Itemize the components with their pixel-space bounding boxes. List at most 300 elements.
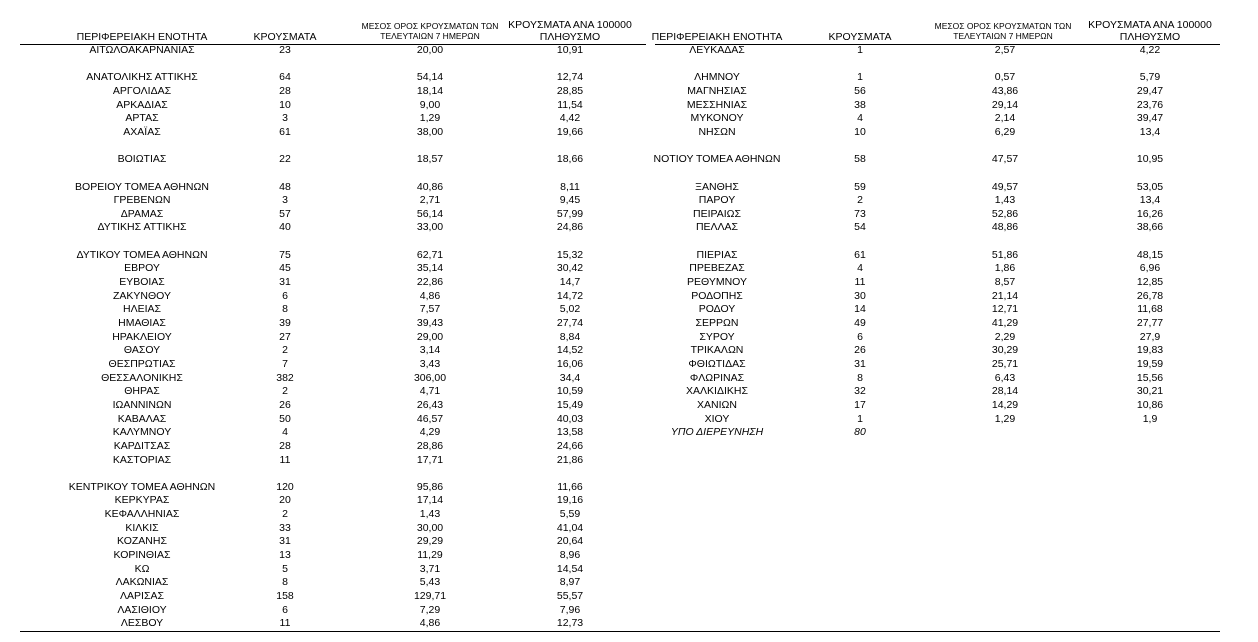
cases-cell: 38 [854,98,866,111]
cases-cell: 57 [279,207,291,220]
table-row [0,126,1258,139]
avg-cell: 29,00 [416,330,444,343]
cases-cell: 31 [854,357,866,370]
per100k-cell: 14,54 [556,562,584,575]
cases-cell: 45 [279,262,291,275]
region-cell: ΚΑΛΥΜΝΟΥ [112,426,172,439]
table-row [0,194,1258,207]
table-row [0,44,1258,57]
cases-cell: 17 [854,398,866,411]
per100k-cell: 13,4 [1139,194,1161,207]
per100k-cell: 10,59 [556,385,584,398]
per100k-cell: 11,68 [1137,303,1163,316]
per100k-cell: 23,76 [1136,98,1164,111]
table-row [0,372,1258,385]
left-header-avg-line2: ΤΕΛΕΥΤΑΙΩΝ 7 ΗΜΕΡΩΝ [380,31,480,41]
cases-cell: 27 [279,330,291,343]
avg-cell: 6,43 [994,371,1016,384]
avg-cell: 35,14 [416,262,444,275]
per100k-cell: 8,11 [560,180,580,193]
avg-cell: 3,43 [419,357,441,370]
avg-cell: 2,14 [994,112,1016,125]
avg-cell: 62,71 [416,248,444,261]
region-cell: ΚΩ [134,562,150,575]
right-header-cases: ΚΡΟΥΣΜΑΤΑ [828,31,892,43]
cases-cell: 50 [279,412,291,425]
cases-cell: 31 [279,276,291,289]
avg-cell: 26,43 [416,398,444,411]
per100k-cell: 14,72 [556,289,584,302]
per100k-cell: 18,66 [556,153,584,166]
region-cell: ΔΥΤΙΚΟΥ ΤΟΜΕΑ ΑΘΗΝΩΝ [76,248,208,261]
table-row [0,344,1258,357]
region-cell: ΘΑΣΟΥ [123,344,161,357]
per100k-cell: 8,84 [559,330,581,343]
region-cell: ΝΗΣΩΝ [698,125,736,138]
left-header-cases: ΚΡΟΥΣΜΑΤΑ [253,31,317,43]
per100k-cell: 15,32 [556,248,584,261]
per100k-cell: 53,05 [1136,180,1164,193]
left-header-per100k [495,19,645,43]
left-header-per100k-line2: ΠΛΗΘΥΣΜΟ [539,31,601,43]
table-row [0,426,1258,439]
region-cell: ΧΑΛΚΙΔΙΚΗΣ [686,385,748,398]
region-cell: ΑΡΤΑΣ [125,112,159,125]
region-cell: ΚΙΛΚΙΣ [125,521,159,534]
region-cell: ΙΩΑΝΝΙΝΩΝ [112,398,172,411]
region-cell: ΛΑΚΩΝΙΑΣ [115,576,169,589]
avg-cell: 56,14 [416,207,444,220]
table-row [0,481,1258,494]
per100k-cell: 34,4 [559,371,581,384]
per100k-cell: 11,66 [557,480,583,493]
cases-cell: 2 [857,194,863,207]
avg-cell: 14,29 [991,398,1019,411]
table-row [0,522,1258,535]
region-cell: ΚΑΡΔΙΤΣΑΣ [113,439,171,452]
cases-cell: 49 [854,317,866,329]
avg-cell: 0,57 [994,71,1016,84]
per100k-cell: 11,54 [557,98,583,111]
avg-cell: 306,00 [413,371,447,384]
per100k-cell: 24,66 [556,439,584,452]
avg-cell: 43,86 [991,84,1019,97]
avg-cell: 7,57 [419,303,441,316]
cases-cell: 73 [854,207,866,220]
region-cell: ΔΥΤΙΚΗΣ ΑΤΤΙΚΗΣ [97,221,187,234]
per100k-cell: 29,47 [1136,84,1164,97]
right-header-per100k-line1: ΚΡΟΥΣΜΑΤΑ ΑΝΑ 100000 [1088,19,1212,31]
per100k-cell: 24,86 [556,221,584,234]
cases-cell: 382 [276,371,294,384]
table-row [0,208,1258,221]
cases-cell: 3 [282,194,288,207]
cases-cell: 58 [854,153,866,166]
avg-cell: 12,71 [991,303,1019,316]
cases-cell: 13 [279,549,291,562]
table-row [0,590,1258,603]
cases-cell: 8 [857,371,863,384]
table-row [0,262,1258,275]
right-header-avg-line2: ΤΕΛΕΥΤΑΙΩΝ 7 ΗΜΕΡΩΝ [953,31,1053,41]
table-row [0,181,1258,194]
avg-cell: 28,86 [416,439,444,452]
region-cell: ΡΕΘΥΜΝΟΥ [686,276,747,289]
avg-cell: 20,00 [416,44,444,56]
avg-cell: 2,57 [994,44,1016,56]
cases-cell: 8 [282,576,288,589]
region-cell: ΠΕΛΛΑΣ [695,221,739,234]
region-cell: ΠΑΡΟΥ [698,194,736,207]
region-cell: ΧΑΝΙΩΝ [697,398,737,411]
cases-cell: 11 [279,617,291,630]
cases-cell: 23 [279,44,291,56]
region-cell: ΚΕΡΚΥΡΑΣ [114,494,170,507]
bottom-rule [20,631,1220,632]
per100k-cell: 4,42 [559,112,581,125]
table-row [0,221,1258,234]
table-row [0,249,1258,262]
right-header-avg-line1: ΜΕΣΟΣ ΟΡΟΣ ΚΡΟΥΣΜΑΤΩΝ ΤΩΝ [934,21,1072,31]
per100k-cell: 15,49 [556,398,584,411]
table-row [0,153,1258,166]
region-cell: ΛΕΥΚΑΔΑΣ [689,44,745,56]
table-row [0,617,1258,630]
table-row [0,549,1258,562]
per100k-cell: 14,52 [556,344,584,357]
region-cell: ΒΟΙΩΤΙΑΣ [117,153,167,166]
region-cell: ΧΙΟΥ [704,412,730,425]
per100k-cell: 8,97 [559,576,581,589]
avg-cell: 4,71 [419,385,441,398]
cases-cell: 4 [282,426,288,439]
per100k-cell: 10,95 [1136,153,1164,166]
cases-cell: 61 [854,248,866,261]
per100k-cell: 41,04 [556,521,584,534]
region-cell: ΗΛΕΙΑΣ [122,303,161,316]
table-row [0,99,1258,112]
cases-cell: 11 [279,453,291,466]
per100k-cell: 5,59 [559,508,581,521]
cases-cell: 7 [282,357,288,370]
region-cell: ΜΥΚΟΝΟΥ [690,112,744,125]
avg-cell: 1,43 [419,508,441,521]
cases-cell: 59 [854,180,866,193]
region-cell: ΠΙΕΡΙΑΣ [696,248,738,261]
table-row [0,413,1258,426]
table-row [0,112,1258,125]
avg-cell: 6,29 [994,125,1016,138]
region-cell: ΚΕΝΤΡΙΚΟΥ ΤΟΜΕΑ ΑΘΗΝΩΝ [68,480,216,493]
region-cell: ΜΑΓΝΗΣΙΑΣ [687,84,747,97]
avg-cell: 1,86 [994,262,1016,275]
table-row [0,85,1258,98]
table-row [0,399,1258,412]
table-row [0,535,1258,548]
avg-cell: 22,86 [416,276,444,289]
left-header-avg-line1: ΜΕΣΟΣ ΟΡΟΣ ΚΡΟΥΣΜΑΤΩΝ ΤΩΝ [361,21,499,31]
cases-cell: 31 [279,535,291,548]
region-cell: ΚΑΒΑΛΑΣ [117,412,167,425]
per100k-cell: 27,74 [556,317,584,329]
avg-cell: 49,57 [991,180,1019,193]
region-cell: ΕΒΡΟΥ [124,262,160,275]
left-header-per100k-line1: ΚΡΟΥΣΜΑΤΑ ΑΝΑ 100000 [508,19,632,31]
per100k-cell: 13,58 [556,426,584,439]
avg-cell: 30,29 [991,344,1019,357]
per100k-cell: 14,7 [559,276,581,289]
region-cell: ΞΑΝΘΗΣ [695,180,739,193]
per100k-cell: 27,9 [1139,330,1161,343]
table-row [0,604,1258,617]
per100k-cell: 21,86 [556,453,584,466]
right-header-avg [918,21,1088,41]
avg-cell: 41,29 [991,317,1019,329]
avg-cell: 38,00 [416,125,444,138]
region-cell: ΥΠΟ ΔΙΕΡΕΥΝΗΣΗ [670,426,764,439]
per100k-cell: 9,45 [559,194,581,207]
region-cell: ΚΟΖΑΝΗΣ [117,535,167,548]
cases-cell: 64 [279,71,291,84]
table-row [0,385,1258,398]
avg-cell: 11,29 [417,549,443,562]
per100k-cell: 10,86 [1136,398,1164,411]
per100k-cell: 57,99 [556,207,584,220]
avg-cell: 48,86 [991,221,1019,234]
table-row [0,71,1258,84]
per100k-cell: 38,66 [1136,221,1164,234]
per100k-cell: 19,66 [556,125,584,138]
right-header-region: ΠΕΡΙΦΕΡΕΙΑΚΗ ΕΝΟΤΗΤΑ [651,31,783,43]
region-cell: ΔΡΑΜΑΣ [120,207,164,220]
table-row [0,331,1258,344]
per100k-cell: 30,21 [1136,385,1164,398]
region-cell: ΡΟΔΟΥ [698,303,736,316]
avg-cell: 33,00 [416,221,444,234]
table-row [0,276,1258,289]
cases-cell: 2 [282,508,288,521]
region-cell: ΗΜΑΘΙΑΣ [118,317,166,329]
cases-cell: 20 [279,494,291,507]
per100k-cell: 13,4 [1139,125,1161,138]
cases-cell: 5 [282,562,288,575]
region-cell: ΑΡΓΟΛΙΔΑΣ [112,84,172,97]
per100k-cell: 7,96 [559,603,581,616]
region-cell: ΑΝΑΤΟΛΙΚΗΣ ΑΤΤΙΚΗΣ [86,71,198,84]
per100k-cell: 1,9 [1142,412,1158,425]
cases-cell: 8 [282,303,288,316]
region-cell: ΝΟΤΙΟΥ ΤΟΜΕΑ ΑΘΗΝΩΝ [653,153,781,166]
cases-cell: 56 [854,84,866,97]
table-row [0,358,1258,371]
cases-cell: 28 [279,84,291,97]
region-cell: ΖΑΚΥΝΘΟΥ [112,289,171,302]
region-cell: ΤΡΙΚΑΛΩΝ [690,344,744,357]
per100k-cell: 28,85 [556,84,584,97]
per100k-cell: 16,26 [1136,207,1164,220]
per100k-cell: 10,91 [556,44,584,56]
cases-cell: 28 [279,439,291,452]
cases-cell: 61 [279,125,291,138]
avg-cell: 39,43 [416,317,444,329]
region-cell: ΛΗΜΝΟΥ [694,71,740,84]
cases-cell: 48 [279,180,291,193]
region-cell: ΘΕΣΣΑΛΟΝΙΚΗΣ [101,371,183,384]
region-cell: ΠΡΕΒΕΖΑΣ [689,262,745,275]
avg-cell: 2,71 [419,194,441,207]
avg-cell: 52,86 [991,207,1019,220]
avg-cell: 4,86 [419,289,441,302]
region-cell: ΗΡΑΚΛΕΙΟΥ [112,330,172,343]
per100k-cell: 26,78 [1136,289,1164,302]
cases-cell: 4 [857,262,863,275]
avg-cell: 17,14 [416,494,444,507]
avg-cell: 28,14 [991,385,1019,398]
left-header-avg [345,21,515,41]
region-cell: ΓΡΕΒΕΝΩΝ [113,194,171,207]
cases-cell: 6 [282,289,288,302]
cases-cell: 4 [857,112,863,125]
avg-cell: 46,57 [416,412,444,425]
region-cell: ΛΑΣΙΘΙΟΥ [117,603,167,616]
right-header-per100k-line2: ΠΛΗΘΥΣΜΟ [1119,31,1181,43]
avg-cell: 3,71 [419,562,441,575]
cases-cell: 54 [854,221,866,234]
table-row [0,290,1258,303]
avg-cell: 29,14 [991,98,1019,111]
per100k-cell: 40,03 [556,412,584,425]
avg-cell: 9,00 [419,98,441,111]
per100k-cell: 12,85 [1136,276,1164,289]
cases-cell: 26 [279,398,291,411]
per100k-cell: 39,47 [1136,112,1164,125]
region-cell: ΡΟΔΟΠΗΣ [691,289,743,302]
cases-cell: 2 [282,385,288,398]
per100k-cell: 27,77 [1136,317,1164,329]
avg-cell: 54,14 [416,71,444,84]
cases-cell: 120 [276,480,294,493]
right-header-per100k [1075,19,1225,43]
per100k-cell: 15,56 [1136,371,1164,384]
per100k-cell: 55,57 [556,590,584,602]
table-row [0,303,1258,316]
region-cell: ΕΥΒΟΙΑΣ [119,276,165,289]
cases-cell: 39 [279,317,291,329]
avg-cell: 18,14 [416,84,444,97]
avg-cell: 1,43 [994,194,1016,207]
region-cell: ΦΘΙΩΤΙΔΑΣ [688,357,746,370]
region-cell: ΑΡΚΑΔΙΑΣ [116,98,168,111]
table-row [0,317,1258,330]
cases-cell: 26 [854,344,866,357]
cases-cell: 32 [854,385,866,398]
per100k-cell: 4,22 [1139,44,1161,56]
table-row [0,454,1258,467]
avg-cell: 1,29 [419,112,441,125]
cases-cell: 11 [854,276,866,289]
avg-cell: 18,57 [416,153,444,166]
region-cell: ΚΑΣΤΟΡΙΑΣ [112,453,172,466]
cases-cell: 75 [279,248,291,261]
per100k-cell: 20,64 [556,535,584,548]
cases-cell: 10 [854,125,866,138]
avg-cell: 7,29 [419,603,441,616]
per100k-cell: 6,96 [1139,262,1161,275]
cases-cell: 3 [282,112,288,125]
avg-cell: 5,43 [419,576,441,589]
cases-cell: 33 [279,521,291,534]
avg-cell: 51,86 [991,248,1019,261]
avg-cell: 17,71 [416,453,444,466]
region-cell: ΦΛΩΡΙΝΑΣ [689,371,745,384]
per100k-cell: 19,83 [1136,344,1164,357]
avg-cell: 2,29 [994,330,1016,343]
region-cell: ΚΟΡΙΝΘΙΑΣ [113,549,171,562]
region-cell: ΣΕΡΡΩΝ [695,317,739,329]
avg-cell: 1,29 [994,412,1016,425]
cases-cell: 158 [276,590,294,602]
region-cell: ΛΕΣΒΟΥ [120,617,164,630]
per100k-cell: 5,79 [1139,71,1161,84]
cases-cell: 6 [857,330,863,343]
region-cell: ΜΕΣΣΗΝΙΑΣ [686,98,748,111]
avg-cell: 21,14 [991,289,1019,302]
per100k-cell: 19,59 [1136,357,1164,370]
cases-cell: 2 [282,344,288,357]
avg-cell: 4,29 [419,426,441,439]
table-row [0,440,1258,453]
avg-cell: 29,29 [416,535,444,548]
per100k-cell: 12,73 [556,617,584,630]
table-row [0,563,1258,576]
avg-cell: 4,86 [419,617,441,630]
region-cell: ΣΥΡΟΥ [699,330,735,343]
table-row [0,508,1258,521]
table-row [0,494,1258,507]
region-cell: ΘΗΡΑΣ [124,385,160,398]
region-cell: ΒΟΡΕΙΟΥ ΤΟΜΕΑ ΑΘΗΝΩΝ [75,180,209,193]
region-cell: ΠΕΙΡΑΙΩΣ [693,207,741,220]
region-cell: ΛΑΡΙΣΑΣ [120,590,164,602]
avg-cell: 95,86 [416,480,444,493]
avg-cell: 3,14 [419,344,441,357]
cases-cell: 1 [857,44,863,56]
cases-cell: 10 [279,98,291,111]
cases-cell: 40 [279,221,291,234]
cases-cell: 22 [279,153,291,166]
avg-cell: 129,71 [413,590,447,602]
cases-cell: 1 [857,412,863,425]
cases-cell: 1 [857,71,863,84]
region-cell: ΘΕΣΠΡΩΤΙΑΣ [108,357,176,370]
per100k-cell: 8,96 [559,549,581,562]
per100k-cell: 16,06 [556,357,584,370]
left-header-region: ΠΕΡΙΦΕΡΕΙΑΚΗ ΕΝΟΤΗΤΑ [76,31,208,43]
cases-cell: 80 [854,426,866,439]
region-cell: ΑΧΑΪΑΣ [123,125,161,138]
per100k-cell: 30,42 [556,262,584,275]
avg-cell: 30,00 [416,521,444,534]
avg-cell: 47,57 [991,153,1019,166]
per100k-cell: 5,02 [559,303,581,316]
region-cell: ΚΕΦΑΛΛΗΝΙΑΣ [104,508,180,521]
avg-cell: 40,86 [416,180,444,193]
table-row [0,576,1258,589]
per100k-cell: 19,16 [556,494,584,507]
cases-cell: 30 [854,289,866,302]
cases-cell: 14 [854,303,866,316]
per100k-cell: 12,74 [556,71,584,84]
